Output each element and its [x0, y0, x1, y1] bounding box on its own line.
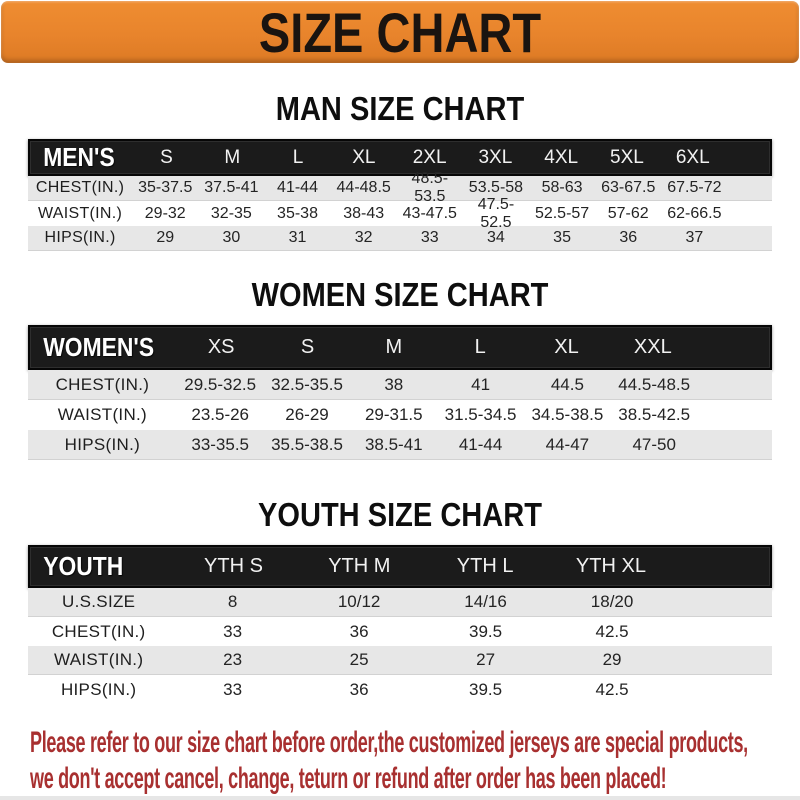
size-column-header: M [224, 146, 241, 168]
measurement-cell: 33 [223, 679, 243, 699]
measurement-cell: 62-66.5 [667, 204, 722, 222]
measurement-cell: 32 [354, 229, 373, 246]
measurement-cell: 31.5-34.5 [444, 405, 517, 424]
measurement-cell: 39.5 [469, 621, 503, 641]
measurement-cell: 33-35.5 [191, 434, 250, 454]
measurement-cell: 31 [288, 229, 307, 246]
table-row [28, 675, 772, 704]
measurement-cell: 29 [602, 650, 622, 669]
measurement-cell: 38.5-41 [364, 434, 423, 454]
measurement-cell: 57-62 [607, 204, 649, 222]
measurement-cell: 52.5-57 [534, 204, 590, 222]
measurement-cell: 47.5-52.5 [477, 195, 515, 231]
measurement-cell: 35 [553, 229, 571, 246]
youth-size-chart-section [0, 498, 800, 704]
women-section-title: WOMEN SIZE CHART [251, 276, 549, 313]
measurement-cell: 44.5-48.5 [618, 374, 691, 394]
banner-title: SIZE CHART [258, 0, 542, 64]
measurement-cell: 34.5-38.5 [531, 405, 604, 424]
measurement-cell: 47-50 [632, 434, 676, 454]
disclaimer-line-1: Please refer to our size chart before order,the customized jerseys are special products, [30, 726, 748, 759]
size-column-header: L [292, 146, 304, 168]
measurement-cell: 35-37.5 [138, 179, 193, 196]
table-category-label: YOUTH [43, 551, 124, 581]
measurement-cell: 14/16 [464, 592, 507, 611]
measurement-cell: 35.5-38.5 [271, 434, 343, 454]
size-column-header: YTH S [204, 555, 263, 577]
measurement-cell: 23 [223, 650, 243, 669]
disclaimer-note [30, 725, 800, 797]
table-row [28, 588, 772, 617]
size-column-header: YTH M [328, 555, 391, 577]
size-column-header: XS [207, 336, 235, 358]
measurement-cell: 25 [349, 650, 369, 669]
men-size-table [28, 139, 772, 251]
disclaimer-line-2: we don't accept cancel, change, teturn or refund after order has been placed! [30, 762, 667, 795]
size-column-header: XL [352, 146, 376, 168]
size-chart-banner [1, 1, 799, 63]
measurement-cell: 37 [685, 229, 704, 246]
measurement-cell: 36 [349, 621, 369, 641]
measurement-cell: 58-63 [541, 179, 583, 196]
women-size-chart-section [0, 278, 800, 460]
measurement-cell: 37.5-41 [204, 179, 259, 196]
table-row [28, 400, 772, 430]
table-row [28, 226, 772, 251]
row-label: U.S.SIZE [62, 592, 136, 611]
table-category-label: MEN'S [43, 142, 115, 172]
table-header-row [28, 545, 772, 588]
measurement-cell: 34 [487, 229, 505, 246]
youth-size-table [28, 545, 772, 704]
table-row [28, 195, 772, 231]
size-column-header: XL [554, 336, 579, 358]
size-column-header: L [474, 336, 486, 358]
man-section-title: MAN SIZE CHART [275, 90, 525, 127]
measurement-cell: 36 [349, 679, 369, 699]
size-column-header: 2XL [412, 146, 447, 168]
measurement-cell: 42.5 [595, 679, 629, 699]
row-label: WAIST(IN.) [54, 650, 144, 669]
measurement-cell: 29-32 [144, 204, 186, 222]
measurement-cell: 48.5-53.5 [411, 170, 449, 205]
scan-edge [0, 796, 800, 800]
measurement-cell: 29 [156, 229, 175, 246]
measurement-cell: 43-47.5 [402, 204, 457, 222]
measurement-cell: 18/20 [590, 592, 634, 611]
row-label: WAIST(IN.) [57, 405, 148, 424]
measurement-cell: 41-44 [458, 434, 503, 454]
measurement-cell: 42.5 [595, 621, 629, 641]
measurement-cell: 41-44 [277, 179, 318, 196]
measurement-cell: 32.5-35.5 [271, 374, 343, 394]
row-label: HIPS(IN.) [60, 679, 137, 699]
size-column-header: S [300, 336, 315, 358]
table-header-row [28, 325, 772, 370]
size-column-header: 5XL [610, 146, 644, 168]
row-label: CHEST(IN.) [35, 179, 125, 196]
row-label: CHEST(IN.) [55, 374, 150, 394]
measurement-cell: 53.5-58 [468, 179, 524, 196]
measurement-cell: 38.5-42.5 [618, 405, 691, 424]
measurement-cell: 33 [223, 621, 243, 641]
measurement-cell: 44-48.5 [336, 179, 391, 196]
measurement-cell: 10/12 [337, 592, 381, 611]
table-row [28, 170, 772, 205]
table-row [28, 370, 772, 400]
measurement-cell: 41 [471, 374, 491, 394]
measurement-cell: 30 [222, 229, 241, 246]
row-label: CHEST(IN.) [51, 621, 146, 641]
measurement-cell: 67.5-72 [667, 179, 722, 196]
size-column-header: M [385, 336, 403, 358]
measurement-cell: 38-43 [343, 204, 385, 222]
size-column-header: YTH L [456, 555, 514, 577]
measurement-cell: 32-35 [210, 204, 252, 222]
man-size-chart-section [0, 92, 800, 251]
row-label: HIPS(IN.) [44, 229, 116, 246]
measurement-cell: 36 [619, 229, 638, 246]
row-label: WAIST(IN.) [37, 204, 123, 222]
measurement-cell: 63-67.5 [601, 179, 656, 196]
measurement-cell: 8 [227, 592, 238, 611]
table-row [28, 646, 772, 675]
size-column-header: XXL [633, 336, 672, 358]
size-column-header: YTH XL [575, 555, 646, 577]
size-column-header: 6XL [675, 146, 710, 168]
size-column-header: 4XL [544, 146, 579, 168]
measurement-cell: 35-38 [277, 204, 318, 222]
table-row [28, 617, 772, 646]
youth-section-title: YOUTH SIZE CHART [258, 496, 542, 533]
measurement-cell: 29.5-32.5 [184, 374, 257, 394]
women-size-table [28, 325, 772, 460]
measurement-cell: 29-31.5 [364, 405, 423, 424]
measurement-cell: 44-47 [545, 434, 590, 454]
table-row [28, 430, 772, 460]
measurement-cell: 39.5 [469, 679, 503, 699]
measurement-cell: 33 [420, 229, 439, 246]
measurement-cell: 27 [476, 650, 496, 669]
measurement-cell: 26-29 [285, 405, 329, 424]
measurement-cell: 38 [384, 374, 404, 394]
size-column-header: S [160, 146, 173, 168]
row-label: HIPS(IN.) [64, 434, 141, 454]
table-category-label: WOMEN'S [43, 332, 155, 362]
measurement-cell: 44.5 [550, 374, 584, 394]
size-column-header: 3XL [478, 146, 513, 168]
measurement-cell: 23.5-26 [191, 405, 250, 424]
